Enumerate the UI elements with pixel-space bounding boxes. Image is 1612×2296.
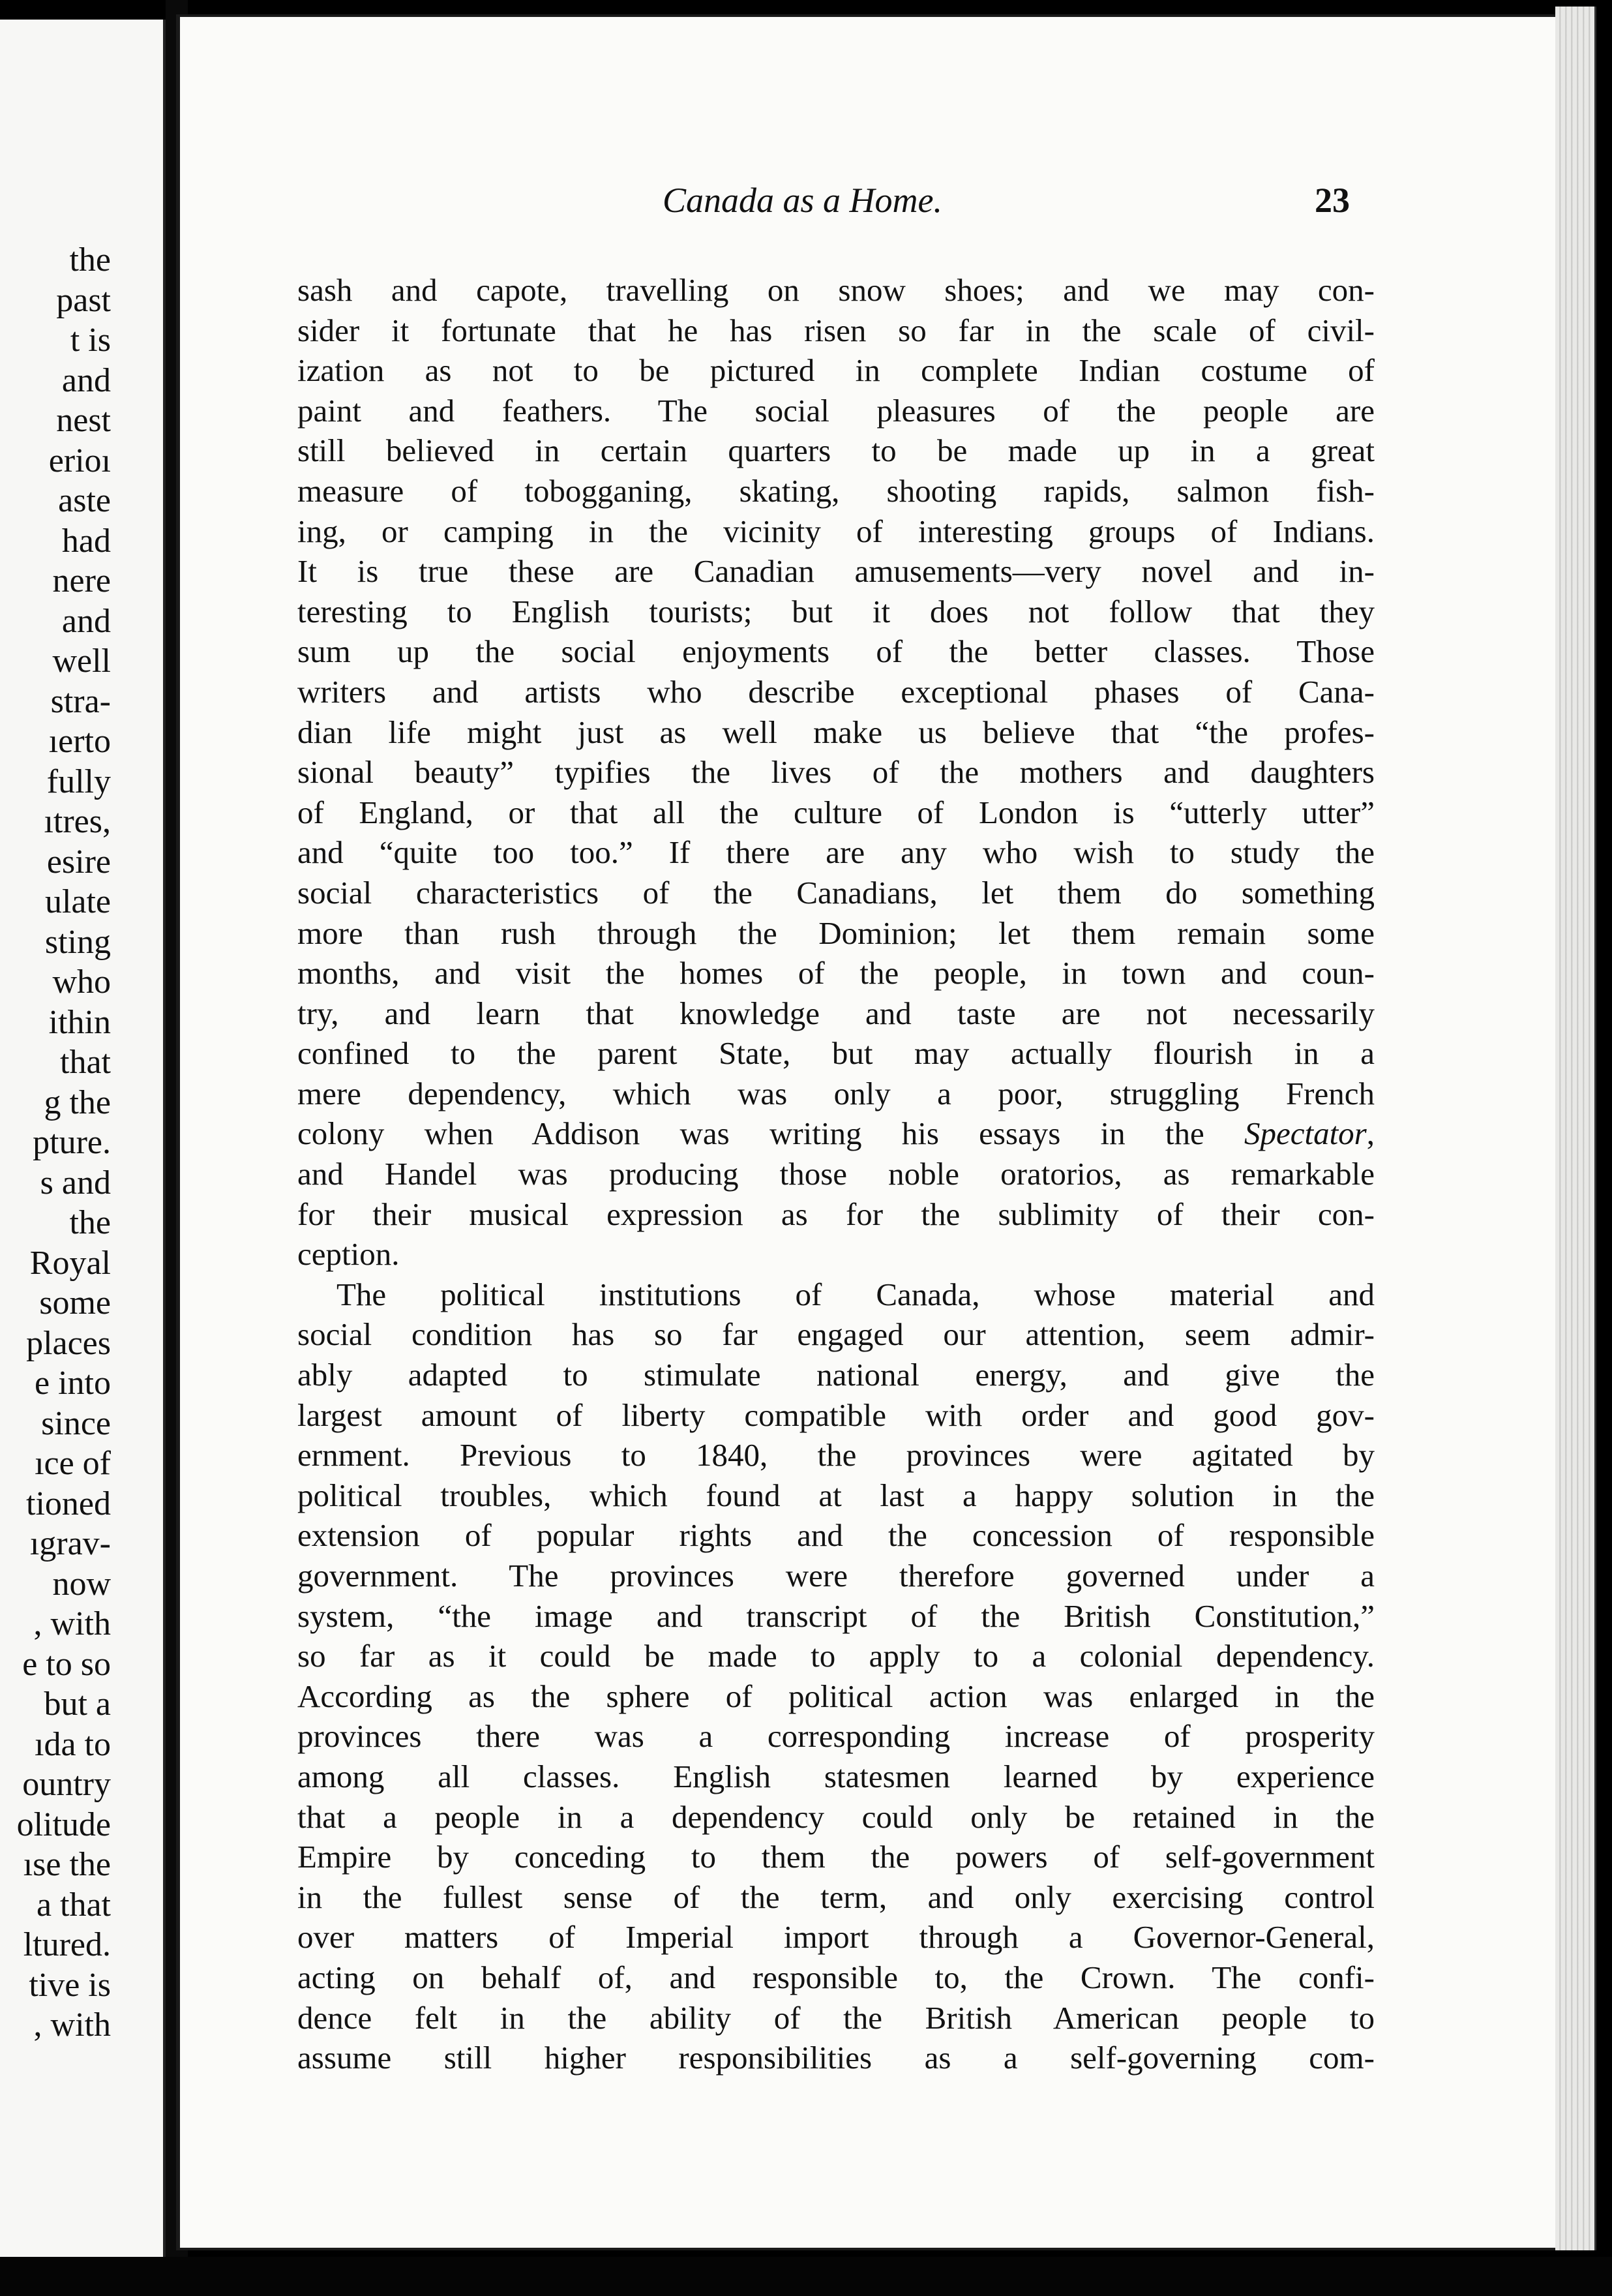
running-title: Canada as a Home. (663, 181, 942, 220)
body-line: ization as not to be pictured in complete Indian costume of (297, 352, 1375, 389)
left-fragment-line: pture. (33, 1124, 111, 1161)
left-fragment-line: a that (36, 1886, 111, 1924)
body-line: social characteristics of the Canadians, let them do something (297, 874, 1375, 911)
italic-title: Spectator (1244, 1115, 1367, 1152)
body-line: paint and feathers. The social pleasures of the people are (297, 392, 1375, 429)
left-fragment-line: sting (44, 923, 111, 961)
left-fragment-line: the (69, 241, 111, 279)
body-line: mere dependency, which was only a poor, struggling French (297, 1075, 1375, 1111)
body-line: dence felt in the ability of the British American people to (297, 1999, 1375, 2036)
left-fragment-line: g the (44, 1083, 111, 1121)
left-fragment-line: since (41, 1404, 111, 1442)
body-line: writers and artists who describe exceptional phases of Cana- (297, 673, 1375, 710)
left-fragment-line: s and (40, 1164, 111, 1201)
left-fragment-line: nere (52, 562, 111, 599)
body-line: system, “the image and transcript of the British Constitution,” (297, 1597, 1375, 1634)
left-fragment-line: olitude (16, 1805, 111, 1843)
left-fragment-line: e to so (22, 1645, 111, 1683)
body-text (297, 270, 1375, 2078)
body-line: colony when Addison was writing his essays in the Spectator, (297, 1115, 1375, 1152)
body-line: among all classes. English statesmen learned by experience (297, 1758, 1375, 1794)
body-line: extension of popular rights and the concession of responsible (297, 1517, 1375, 1554)
left-fragment-line: ıse the (23, 1846, 111, 1883)
left-fragment-line: , with (33, 2006, 111, 2044)
left-fragment-line: aste (58, 482, 111, 519)
left-fragment-line: tioned (26, 1485, 111, 1522)
page-number: 23 (1315, 181, 1350, 220)
body-line: dian life might just as well make us believe that “the profes- (297, 714, 1375, 750)
left-fragment-line: some (39, 1284, 111, 1322)
body-line: more than rush through the Dominion; let them remain some (297, 914, 1375, 951)
body-line: measure of tobogganing, skating, shooting rapids, salmon fish- (297, 472, 1375, 509)
left-fragment-line: but a (44, 1685, 111, 1723)
page-edges (1555, 7, 1596, 2250)
body-line: sash and capote, travelling on snow shoes; and we may con- (297, 272, 1375, 308)
body-line: of England, or that all the culture of London is “utterly utter” (297, 794, 1375, 830)
left-fragment-line: ltured. (23, 1926, 111, 1963)
body-line: The political institutions of Canada, whose material and (336, 1276, 1375, 1312)
left-fragment-line: nest (56, 402, 111, 439)
body-line: in the fullest sense of the term, and only exercising control (297, 1879, 1375, 1915)
body-line: over matters of Imperial import through a Governor-General, (297, 1919, 1375, 1956)
left-fragment-line: who (52, 963, 111, 1001)
left-fragment-line: ıce of (35, 1445, 111, 1482)
body-line: acting on behalf of, and responsible to, the Crown. The confi- (297, 1959, 1375, 1995)
left-fragment-line: t is (70, 322, 111, 359)
body-line: government. The provinces were therefore governed under a (297, 1558, 1375, 1594)
left-fragment-line: tive is (29, 1966, 111, 2004)
body-line: social condition has so far engaged our attention, seem admir- (297, 1316, 1375, 1353)
left-fragment-line: ulate (44, 883, 111, 920)
scan-bottom-border (0, 2257, 1612, 2296)
body-line: assume still higher responsibilities as a self-governing com- (297, 2040, 1375, 2076)
left-fragment-line: and (61, 361, 111, 399)
body-line: for their musical expression as for the sublimity of their con- (297, 1196, 1375, 1232)
left-fragment-line: now (52, 1565, 111, 1603)
left-fragment-line: , with (33, 1605, 111, 1642)
body-line: ernment. Previous to 1840, the provinces were agitated by (297, 1437, 1375, 1473)
body-line: that a people in a dependency could only be retained in the (297, 1798, 1375, 1835)
left-fragment-line: e into (35, 1365, 111, 1402)
left-fragment-line: ıda to (35, 1725, 111, 1763)
body-line: sum up the social enjoyments of the better classes. Those (297, 633, 1375, 670)
body-line: largest amount of liberty compatible with order and good gov- (297, 1397, 1375, 1433)
left-fragment-line: and (61, 602, 111, 640)
body-line: and Handel was producing those noble oratorios, as remarkable (297, 1156, 1375, 1192)
body-line: confined to the parent State, but may actually flourish in a (297, 1035, 1375, 1072)
left-fragment-line: esire (46, 843, 111, 881)
body-line: try, and learn that knowledge and taste are not necessarily (297, 995, 1375, 1031)
body-line: teresting to English tourists; but it does not follow that they (297, 593, 1375, 629)
right-page (176, 14, 1559, 2250)
left-fragment-line: stra- (50, 682, 111, 720)
left-fragment-line: ithin (48, 1003, 111, 1041)
left-page-text-column (17, 240, 111, 2046)
body-line: ing, or camping in the vicinity of interesting groups of Indians. (297, 513, 1375, 549)
left-fragment-line: the (69, 1204, 111, 1241)
left-fragment-line: well (52, 642, 111, 680)
left-fragment-line: ıgrav- (29, 1525, 111, 1562)
left-fragment-line: erioı (48, 442, 111, 479)
left-fragment-line: ıerto (48, 723, 111, 760)
body-line: According as the sphere of political action was enlarged in the (297, 1678, 1375, 1714)
body-line: still believed in certain quarters to be made up in a great (297, 432, 1375, 469)
left-fragment-line: past (56, 281, 111, 319)
body-line: Empire by conceding to them the powers of self-government (297, 1839, 1375, 1875)
body-line: political troubles, which found at last a happy solution in the (297, 1477, 1375, 1513)
left-fragment-line: places (26, 1324, 111, 1362)
left-fragment-line: Royal (29, 1244, 111, 1282)
body-line: ably adapted to stimulate national energy, and give the (297, 1357, 1375, 1393)
body-line: It is true these are Canadian amusements—very novel and in- (297, 553, 1375, 590)
left-fragment-line: ıtres, (44, 803, 111, 840)
body-line: and “quite too too.” If there are any who wish to study the (297, 834, 1375, 871)
running-head (180, 180, 1556, 232)
body-line: sider it fortunate that he has risen so far in the scale of civil- (297, 312, 1375, 348)
body-line: months, and visit the homes of the people, in town and coun- (297, 955, 1375, 991)
body-line: provinces there was a corresponding increase of prosperity (297, 1718, 1375, 1755)
left-fragment-line: that (60, 1044, 111, 1081)
left-fragment-line: had (61, 522, 111, 560)
left-fragment-line: ountry (22, 1766, 111, 1803)
left-fragment-line: fully (46, 763, 111, 800)
left-page-fragment (0, 20, 166, 2257)
body-line: sional beauty” typifies the lives of the mothers and daughters (297, 754, 1375, 791)
body-line: ception. (297, 1236, 400, 1273)
body-line: so far as it could be made to apply to a colonial dependency. (297, 1638, 1375, 1674)
